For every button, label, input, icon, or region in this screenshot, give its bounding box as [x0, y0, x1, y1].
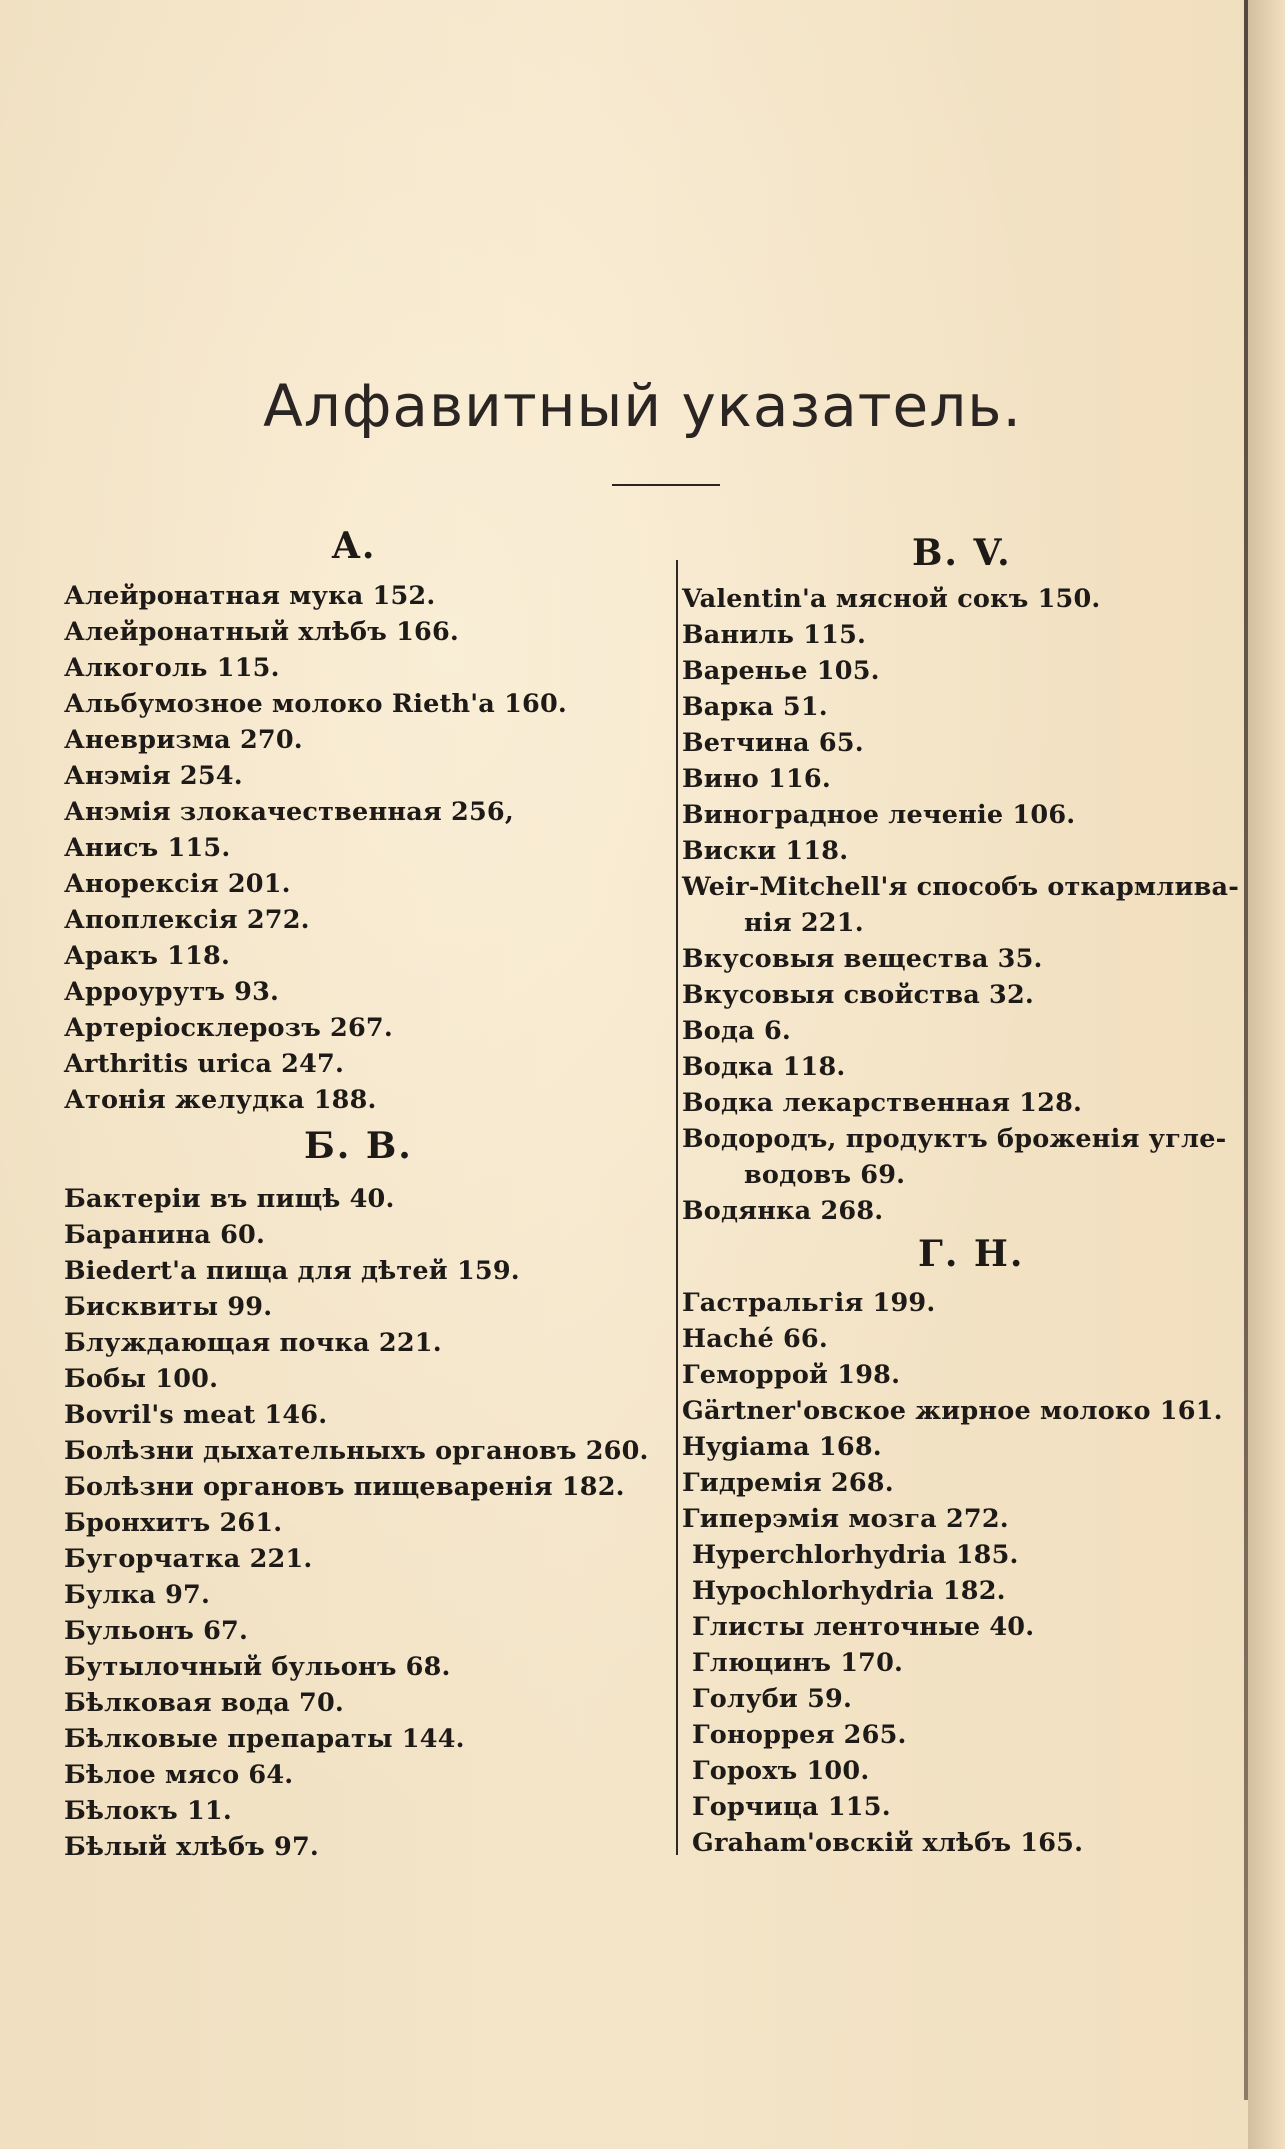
- index-entry: Болѣзни дыхательныхъ органовъ 260.: [64, 1436, 649, 1466]
- index-entry: Алейронатная мука 152.: [64, 581, 436, 611]
- index-entry: Атонія желудка 188.: [64, 1085, 377, 1115]
- index-entry: Аневризма 270.: [64, 725, 303, 755]
- index-entry: Варенье 105.: [682, 656, 880, 686]
- index-entry: Анэмія 254.: [64, 761, 243, 791]
- index-entry: Бѣлокъ 11.: [64, 1796, 232, 1826]
- index-entry: Водка лекарственная 128.: [682, 1088, 1083, 1118]
- index-entry: Апоплексія 272.: [64, 905, 310, 935]
- index-entry-continuation: водовъ 69.: [744, 1160, 906, 1190]
- index-entry: Вкусовыя свойства 32.: [682, 980, 1034, 1010]
- index-entry: Алкоголь 115.: [64, 653, 280, 683]
- index-entry: Булка 97.: [64, 1580, 211, 1610]
- index-entry: Вода 6.: [682, 1016, 791, 1046]
- index-entry: Бисквиты 99.: [64, 1292, 273, 1322]
- index-entry: Аракъ 118.: [64, 941, 231, 971]
- index-entry: Виноградное леченіе 106.: [682, 800, 1076, 830]
- index-entry: Арроурутъ 93.: [64, 977, 280, 1007]
- index-entry: Вкусовыя вещества 35.: [682, 944, 1043, 974]
- index-entry: Блуждающая почка 221.: [64, 1328, 442, 1358]
- index-entry: Valentin'a мясной сокъ 150.: [682, 584, 1101, 614]
- index-entry: Алейронатный хлѣбъ 166.: [64, 617, 459, 647]
- index-entry: Анисъ 115.: [64, 833, 231, 863]
- index-entry: Бѣлый хлѣбъ 97.: [64, 1832, 319, 1862]
- page-title: Алфавитный указатель.: [263, 372, 1022, 440]
- section-heading-g: Г. H.: [918, 1233, 1025, 1275]
- index-entry: Горохъ 100.: [692, 1756, 870, 1786]
- index-entry: Гиперэмія мозга 272.: [682, 1504, 1009, 1534]
- index-entry: Альбумозное молоко Rieth'a 160.: [64, 689, 567, 719]
- index-entry: Гастральгія 199.: [682, 1288, 936, 1318]
- index-entry: Водородъ, продуктъ броженія угле-: [682, 1124, 1227, 1154]
- index-entry: Водянка 268.: [682, 1196, 884, 1226]
- index-entry: Gärtner'овское жирное молоко 161.: [682, 1396, 1223, 1426]
- section-heading-v: B. V.: [912, 532, 1012, 574]
- section-heading-b: Б. B.: [304, 1125, 413, 1167]
- index-entry: Гидремія 268.: [682, 1468, 894, 1498]
- index-entry: Hyperchlorhydria 185.: [692, 1540, 1019, 1570]
- spine-shadow: [1248, 0, 1285, 2149]
- index-entry: Бронхитъ 261.: [64, 1508, 283, 1538]
- index-entry: Бѣлое мясо 64.: [64, 1760, 294, 1790]
- index-entry: Graham'овскій хлѣбъ 165.: [692, 1828, 1084, 1858]
- index-entry: Варка 51.: [682, 692, 828, 722]
- index-entry: Анорексія 201.: [64, 869, 291, 899]
- index-entry: Arthritis urica 247.: [64, 1049, 345, 1079]
- index-entry: Анэмія злокачественная 256,: [64, 797, 514, 827]
- index-entry: Глисты ленточные 40.: [692, 1612, 1035, 1642]
- index-entry: Геморрой 198.: [682, 1360, 901, 1390]
- index-entry: Баранина 60.: [64, 1220, 266, 1250]
- index-entry: Ваниль 115.: [682, 620, 867, 650]
- section-heading-a: A.: [332, 525, 377, 567]
- index-entry: Виски 118.: [682, 836, 849, 866]
- index-entry: Гоноррея 265.: [692, 1720, 907, 1750]
- index-entry: Бѣлковые препараты 144.: [64, 1724, 465, 1754]
- index-entry: Артеріосклерозъ 267.: [64, 1013, 393, 1043]
- index-entry: Бобы 100.: [64, 1364, 219, 1394]
- index-entry: Глюцинъ 170.: [692, 1648, 904, 1678]
- index-entry: Biedert'a пища для дѣтей 159.: [64, 1256, 520, 1286]
- index-entry: Водка 118.: [682, 1052, 846, 1082]
- index-entry: Hygiama 168.: [682, 1432, 882, 1462]
- index-entry: Hypochlorhydria 182.: [692, 1576, 1006, 1606]
- title-underline: [612, 484, 720, 486]
- index-entry: Weir-Mitchell'я способъ откармлива-: [682, 872, 1239, 902]
- index-entry: Вино 116.: [682, 764, 831, 794]
- index-entry: Bovril's meat 146.: [64, 1400, 328, 1430]
- column-divider: [676, 560, 678, 1855]
- index-entry: Бутылочный бульонъ 68.: [64, 1652, 451, 1682]
- index-entry: Болѣзни органовъ пищеваренія 182.: [64, 1472, 625, 1502]
- index-entry: Бѣлковая вода 70.: [64, 1688, 344, 1718]
- index-entry-continuation: нія 221.: [744, 908, 864, 938]
- index-entry: Haché 66.: [682, 1324, 828, 1354]
- index-entry: Бульонъ 67.: [64, 1616, 249, 1646]
- index-entry: Горчица 115.: [692, 1792, 891, 1822]
- index-entry: Голуби 59.: [692, 1684, 853, 1714]
- index-entry: Ветчина 65.: [682, 728, 864, 758]
- index-entry: Бугорчатка 221.: [64, 1544, 313, 1574]
- index-entry: Бактеріи въ пищѣ 40.: [64, 1184, 395, 1214]
